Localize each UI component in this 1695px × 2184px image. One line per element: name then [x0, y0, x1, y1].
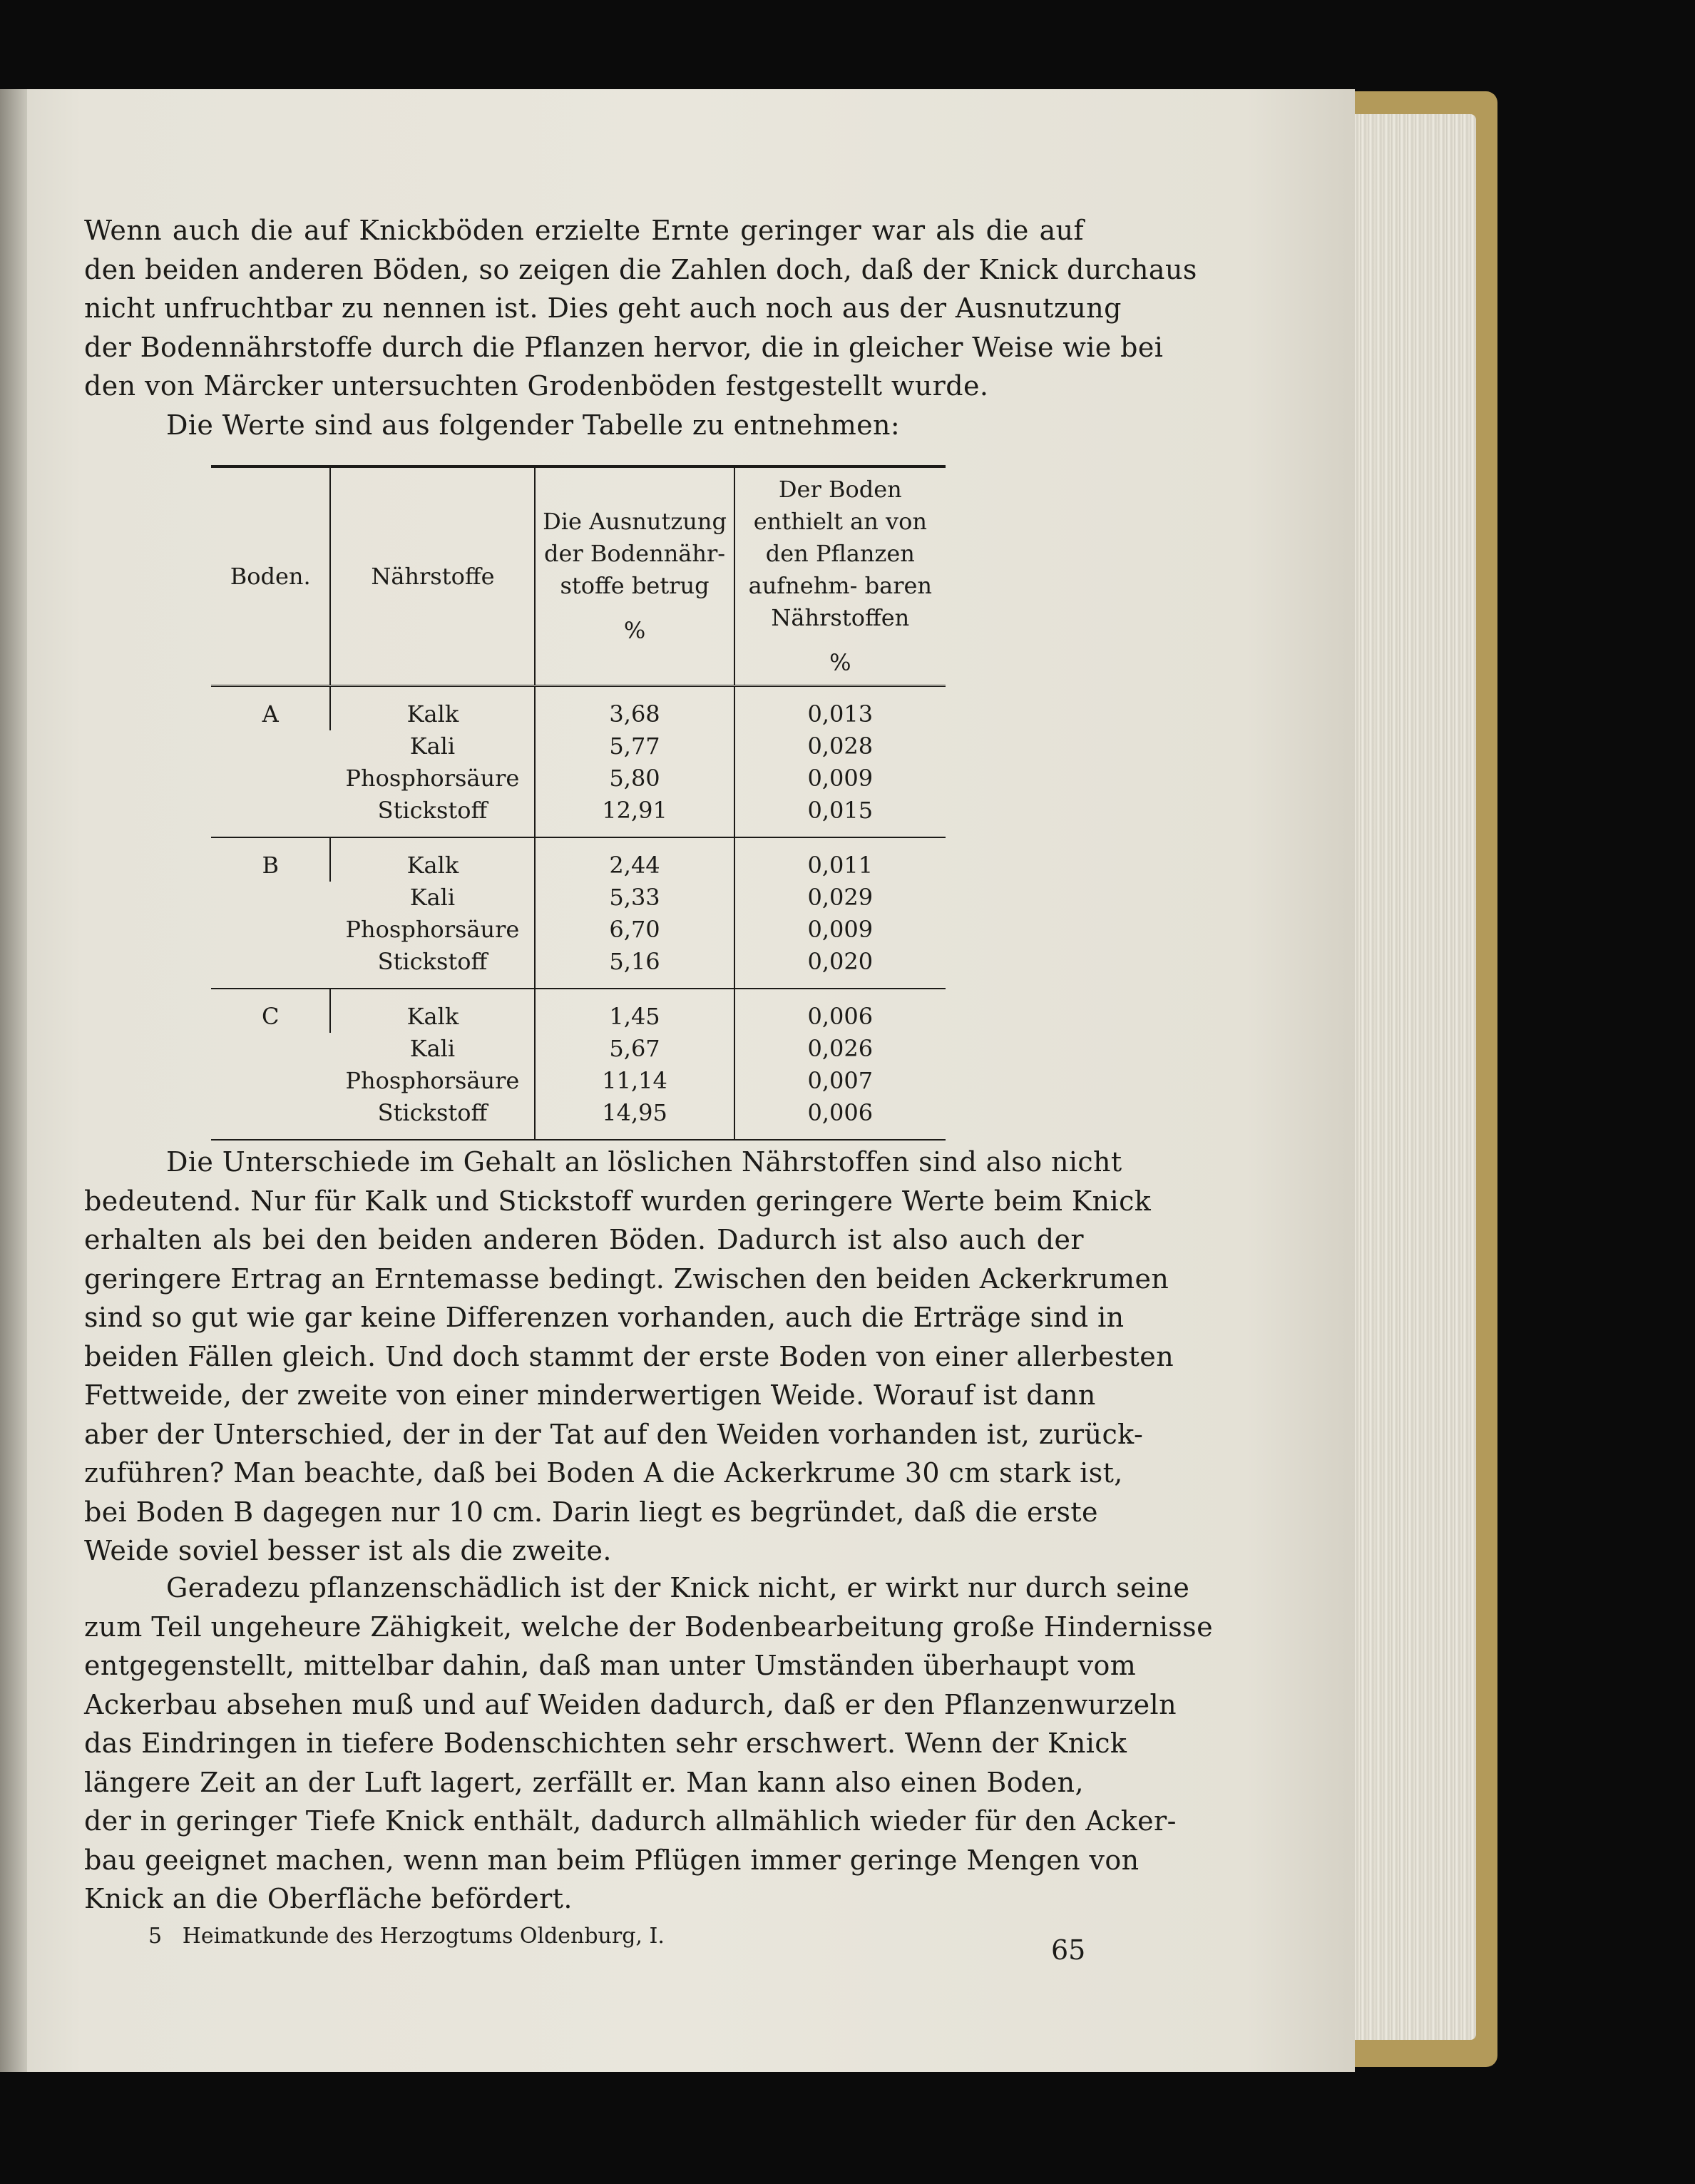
cell-ausnutzung: 5,67 [535, 1033, 734, 1065]
paragraph-2 [84, 1143, 1174, 1571]
table-row [211, 686, 946, 731]
text-line: den beiden anderen Böden, so zeigen die Zahlen doch, daß der Knick durchaus [84, 253, 1197, 285]
cell-gehalt: 0,009 [734, 914, 946, 946]
text-line: zum Teil ungeheure Zähigkeit, welche der Bodenbearbeitung große Hindernisse [84, 1611, 1213, 1643]
cell-stoff: Stickstoff [330, 1097, 535, 1140]
cell-gehalt: 0,007 [734, 1065, 946, 1097]
table-row [211, 989, 946, 1033]
text-line: geringere Ertrag an Erntemasse bedingt. Zwischen den beiden Ackerkrumen [84, 1262, 1169, 1295]
text-line: zuführen? Man beachte, daß bei Boden A die Ackerkrume 30 cm stark ist, [84, 1457, 1123, 1489]
table-row [211, 837, 946, 882]
header-ausnutzung-unit: % [623, 617, 646, 644]
cell-gehalt: 0,006 [734, 989, 946, 1033]
text-line: der Bodennährstoffe durch die Pflanzen hervor, die in gleicher Weise wie bei [84, 331, 1164, 363]
cell-ausnutzung: 6,70 [535, 914, 734, 946]
cell-stoff: Phosphorsäure [345, 765, 520, 792]
cell-stoff: Kali [409, 733, 456, 760]
header-ausnutzung [535, 466, 734, 686]
text-line: bei Boden B dagegen nur 10 cm. Darin liegt es begründet, daß die erste [84, 1496, 1098, 1528]
cell-stoff: Kali [409, 1035, 456, 1062]
text-line: Knick an die Oberfläche befördert. [84, 1883, 573, 1914]
cell-ausnutzung: 14,95 [535, 1097, 734, 1140]
cell-gehalt: 0,028 [734, 730, 946, 762]
text-line: das Eindringen in tiefere Bodenschichten sehr erschwert. Wenn der Knick [84, 1728, 1127, 1759]
printer-signature: 5 Heimatkunde des Herzogtums Oldenburg, I. [148, 1924, 665, 1949]
cell-gehalt: 0,009 [734, 762, 946, 795]
text-line: erhalten als bei den beiden anderen Böden. Dadurch ist also auch der [84, 1224, 1084, 1255]
cell-stoff: Stickstoff [330, 795, 535, 837]
text-line: nicht unfruchtbar zu nennen ist. Dies geht auch noch aus der Ausnutzung [84, 292, 1122, 324]
cell-boden: A [211, 686, 330, 838]
text-line: Die Unterschiede im Gehalt an löslichen Nährstoffen sind also nicht [166, 1146, 1122, 1178]
cell-stoff: Phosphorsäure [345, 1067, 520, 1094]
gutter [0, 89, 27, 2072]
text-line: längere Zeit an der Luft lagert, zerfällt er. Man kann also einen Boden, [84, 1766, 1084, 1798]
header-boden: Boden. [211, 466, 330, 686]
header-enthielt-label: Der Boden enthielt an von den Pflanzen aufnehm- baren Nährstoffen [748, 476, 933, 631]
cell-ausnutzung: 5,33 [535, 882, 734, 914]
header-ausnutzung-label: Die Ausnutzung der Bodennähr- stoffe betrug [543, 508, 727, 599]
cell-stoff: Phosphorsäure [345, 916, 520, 943]
text-line: Wenn auch die auf Knickböden erzielte Ernte geringer war als die auf [84, 215, 1084, 246]
text-line: beiden Fällen gleich. Und doch stammt der erste Boden von einer allerbesten [84, 1340, 1174, 1372]
cell-stoff: Kalk [330, 989, 535, 1033]
page-edges [1344, 114, 1476, 2040]
cell-ausnutzung: 3,68 [535, 686, 734, 731]
text-line: aber der Unterschied, der in der Tat auf den Weiden vorhanden ist, zurück- [84, 1418, 1144, 1450]
cell-gehalt: 0,020 [734, 946, 946, 989]
cell-ausnutzung: 2,44 [535, 837, 734, 882]
cell-boden: C [211, 989, 330, 1140]
cell-ausnutzung: 5,77 [535, 730, 734, 762]
text-line: Ackerbau absehen muß und auf Weiden dadurch, daß er den Pflanzenwurzeln [84, 1688, 1177, 1720]
text-line: der in geringer Tiefe Knick enthält, dadurch allmählich wieder für den Acker- [84, 1805, 1177, 1837]
text-line: den von Märcker untersuchten Grodenböden festgestellt wurde. [84, 370, 989, 402]
cell-ausnutzung: 5,16 [535, 946, 734, 989]
text-line: bedeutend. Nur für Kalk und Stickstoff wurden geringere Werte beim Knick [84, 1185, 1152, 1217]
cell-gehalt: 0,015 [734, 795, 946, 837]
text-line: Weide soviel besser ist als die zweite. [84, 1535, 612, 1566]
paragraph-3 [84, 1568, 1213, 1919]
paragraph-1 [84, 211, 1197, 444]
cell-stoff: Kalk [330, 686, 535, 731]
cell-gehalt: 0,029 [734, 882, 946, 914]
header-enthielt [734, 466, 946, 686]
nutrient-table [211, 465, 946, 1141]
text-line: Geradezu pflanzenschädlich ist der Knick nicht, er wirkt nur durch seine [166, 1572, 1190, 1603]
cell-stoff: Kali [409, 884, 456, 911]
header-naehrstoffe: Nährstoffe [330, 466, 535, 686]
cell-ausnutzung: 11,14 [535, 1065, 734, 1097]
cell-ausnutzung: 12,91 [535, 795, 734, 837]
text-line: bau geeignet machen, wenn man beim Pflügen immer geringe Mengen von [84, 1844, 1140, 1876]
cell-gehalt: 0,006 [734, 1097, 946, 1140]
cell-boden: B [211, 837, 330, 989]
header-enthielt-unit: % [829, 649, 851, 676]
cell-ausnutzung: 1,45 [535, 989, 734, 1033]
text-line: Fettweide, der zweite von einer minderwertigen Weide. Worauf ist dann [84, 1379, 1096, 1411]
page-number: 65 [1051, 1934, 1086, 1966]
text-line: Die Werte sind aus folgender Tabelle zu entnehmen: [166, 409, 901, 441]
cell-stoff: Stickstoff [330, 946, 535, 989]
cell-gehalt: 0,013 [734, 686, 946, 731]
text-line: entgegenstellt, mittelbar dahin, daß man unter Umständen überhaupt vom [84, 1650, 1137, 1681]
cell-ausnutzung: 5,80 [535, 762, 734, 795]
text-line: sind so gut wie gar keine Differenzen vorhanden, auch die Erträge sind in [84, 1302, 1125, 1333]
cell-gehalt: 0,011 [734, 837, 946, 882]
cell-gehalt: 0,026 [734, 1033, 946, 1065]
cell-stoff: Kalk [330, 837, 535, 882]
